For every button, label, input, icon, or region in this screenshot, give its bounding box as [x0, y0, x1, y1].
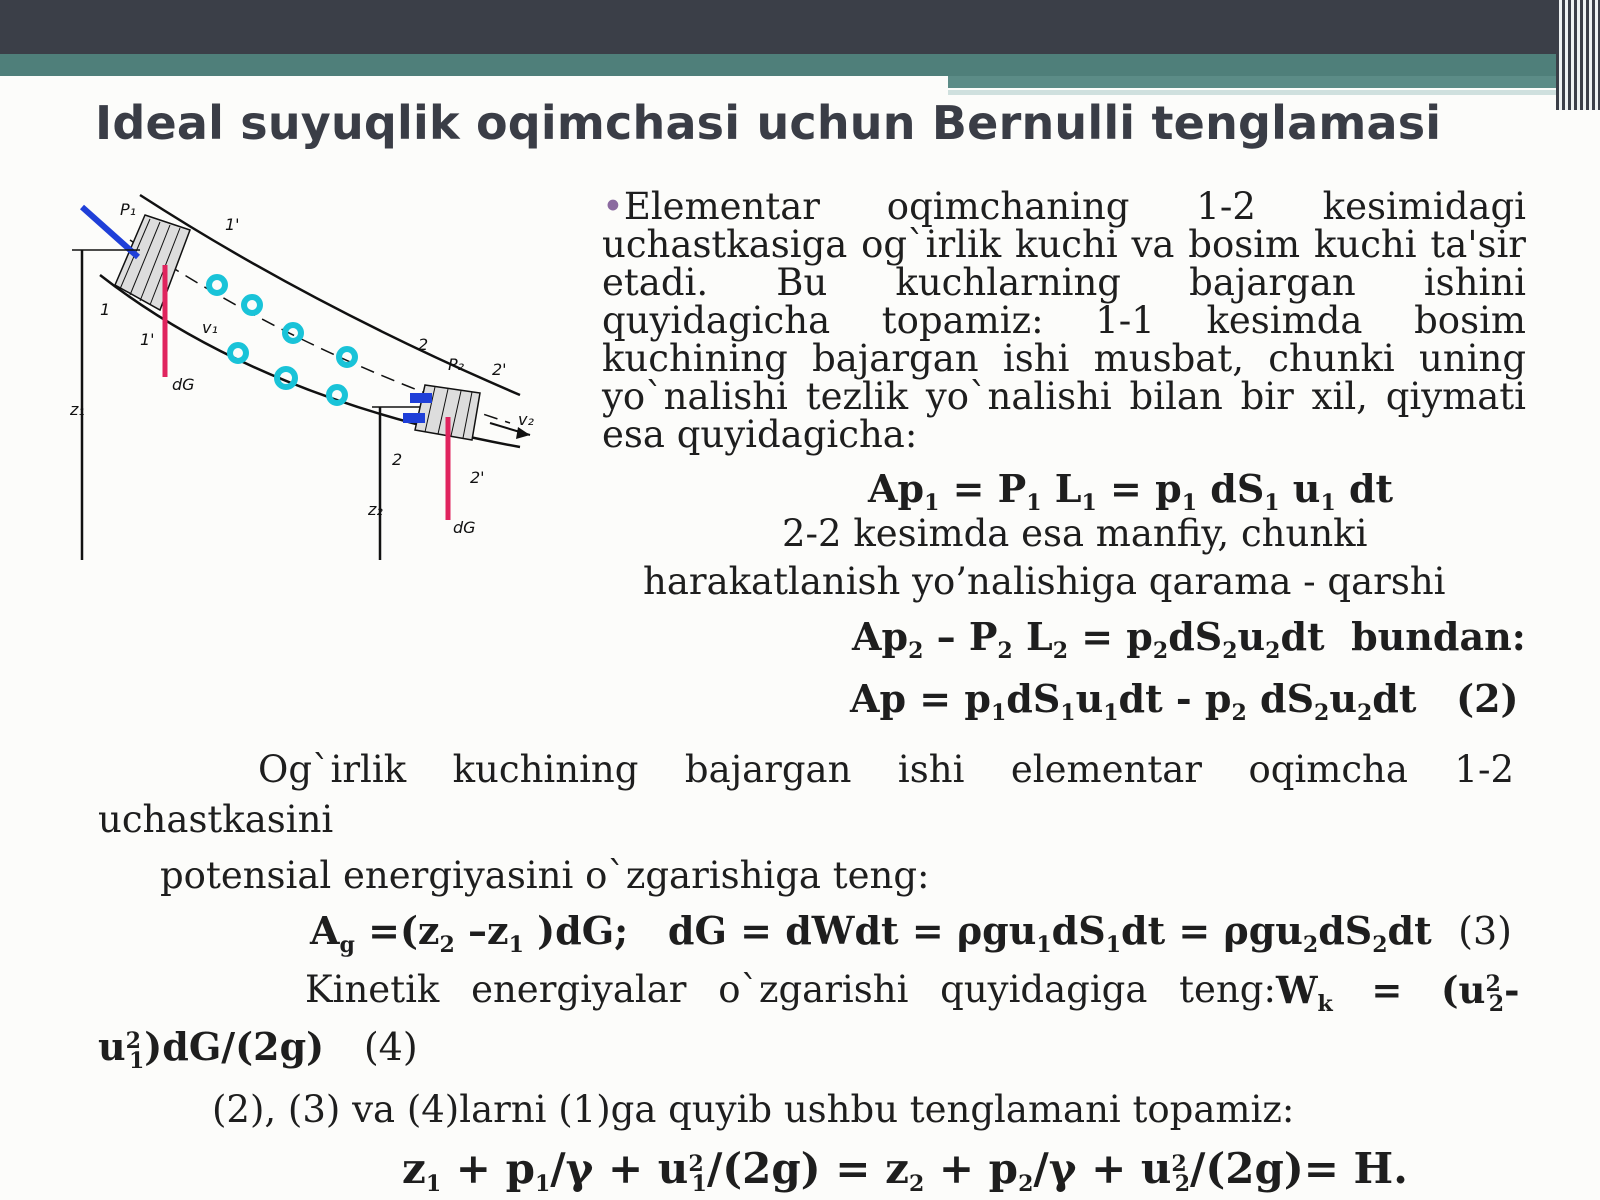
equation-ap1: $Ap_1 = P_1$ $L_1 = p_1$ $dS_1$ $u_1$ dt [868, 466, 1394, 516]
fluid-particle [329, 387, 345, 403]
kinetik-formula-start: $W_k = (u^2_2-$ [1275, 968, 1520, 1017]
fluid-particle [230, 345, 246, 361]
final-intro: (2), (3) va (4)larni (1)ga quyib ushbu tenglamani topamiz: [212, 1088, 1295, 1131]
bernoulli-equation: $z_1 + p_1/\gamma + u^2_1/(2g) = z_2 + p_2/\gamma + u^2_2/(2g)= H$. [402, 1144, 1408, 1197]
equation-number-2: (2) [1456, 676, 1519, 721]
kinetik-formula-end: $u^2_1)dG/(2g)$ (4) [98, 1024, 418, 1074]
top-band-accent [948, 76, 1560, 88]
label-z1: z₁ [70, 400, 85, 419]
label-v2: v₂ [518, 410, 534, 429]
top-band [0, 54, 1600, 76]
og-line1: Og`irlik kuchining bajargan ishi elementar oqimcha 1-2 [258, 748, 1514, 791]
top-line [948, 90, 1560, 95]
equation-number-3: (3) [1458, 909, 1512, 953]
paragraph-forces-text: Elementar oqimchaning 1-2 kesimidagi uchastkasiga og`irlik kuchi va bosim kuchi ta'sir etadi. Bu kuchlarning bajargan ishini quyidagicha topamiz: 1-1 kesimda bosim kuchining bajargan ishi musbat, chunki uning yo`nalishi tezlik yo`nalishi bilan bir xil, qiymati esa quyidagicha: [602, 185, 1526, 456]
equation-ap2-tail: bundan: [1351, 614, 1526, 659]
fluid-particle [339, 349, 355, 365]
streamtube-figure [60, 185, 560, 575]
p2-block-bottom [403, 413, 425, 423]
label-2-prime-bottom: 2' [470, 468, 485, 487]
fluid-particle [209, 277, 225, 293]
label-z2: z₂ [368, 500, 383, 519]
label-dg-right: dG [453, 518, 476, 537]
p2-block-top [410, 393, 432, 403]
equation-ap2: $Ap_2 - P_2$ $L_2 = p_2dS_2u_2dt$ bundan: [852, 614, 1526, 664]
label-2: 2 [418, 335, 429, 354]
label-p1: P₁ [120, 200, 137, 219]
paragraph-forces [602, 185, 1526, 456]
kesim2-line2: harakatlanish yo’nalishiga qarama - qarshi [643, 560, 1446, 603]
label-2-prime: 2' [492, 360, 507, 379]
label-dg-left: dG [172, 375, 195, 394]
equation-ap-total: $Ap = p_1dS_1u_1dt - p_2$ $dS_2u_2dt$ (2) [850, 676, 1519, 726]
potensial-line: potensial energiyasini o`zgarishiga teng: [160, 854, 930, 897]
equation-number-4: (4) [363, 1025, 418, 1069]
label-p2: P₂ [448, 355, 465, 374]
kinetik-line [305, 968, 1520, 1017]
bullet: • [602, 185, 624, 228]
label-1: 1 [100, 300, 111, 319]
label-2-bottom: 2 [392, 450, 403, 469]
right-edge-bars [1556, 0, 1600, 110]
top-bar [0, 0, 1600, 54]
kesim2-line1: 2-2 kesimda esa manfiy, chunki [782, 512, 1368, 555]
og-line2: uchastkasini [98, 798, 334, 841]
kinetik-text: Kinetik energiyalar o`zgarishi quyidagiga teng: [305, 968, 1276, 1011]
slide-title: Ideal suyuqlik oqimchasi uchun Bernulli tenglamasi [95, 96, 1442, 150]
fluid-particle [285, 325, 301, 341]
equation-ag: $A_g =(z_2$ $-z_1$ )dG; dG = dWdt = $\rho gu_1dS_1dt = \rho gu_2dS_2dt$ (3) [310, 908, 1512, 958]
label-1-prime: 1' [140, 330, 155, 349]
label-1-prime-top: 1' [225, 215, 240, 234]
fluid-particle [277, 369, 295, 387]
label-v1: v₁ [202, 318, 218, 337]
fluid-particle [244, 297, 260, 313]
